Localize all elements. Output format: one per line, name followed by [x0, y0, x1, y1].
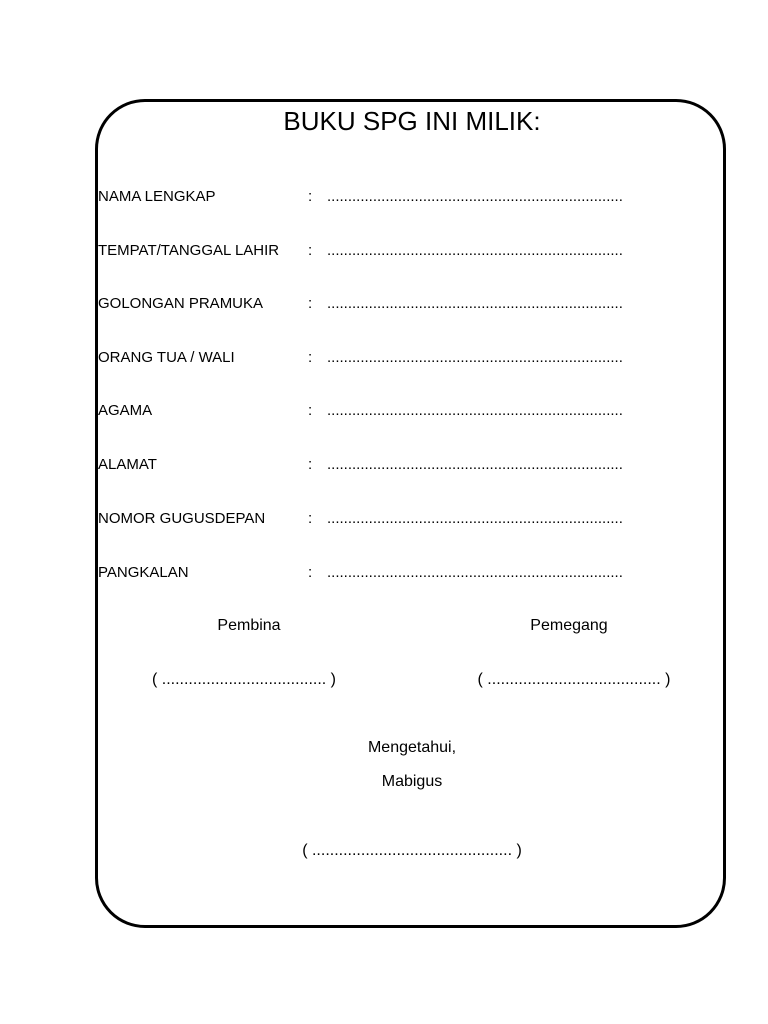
field-blank-line[interactable]: ....................................................................... — [327, 295, 623, 312]
field-colon: : — [308, 188, 313, 205]
field-colon: : — [308, 295, 313, 312]
field-label: ALAMAT — [98, 456, 157, 473]
field-colon: : — [308, 349, 313, 366]
field-colon: : — [308, 456, 313, 473]
field-blank-line[interactable]: ....................................................................... — [327, 402, 623, 419]
page-title: BUKU SPG INI MILIK: — [283, 106, 541, 136]
field-label: TEMPAT/TANGGAL LAHIR — [98, 242, 280, 259]
pemegang-label: Pemegang — [530, 617, 608, 634]
field-label: NOMOR GUGUSDEPAN — [98, 510, 266, 527]
field-blank-line[interactable]: ....................................................................... — [327, 564, 623, 581]
field-label: AGAMA — [98, 402, 153, 419]
field-colon: : — [308, 564, 313, 581]
mabigus-signature-line[interactable]: ( ............................................. ) — [302, 842, 522, 859]
mengetahui-label: Mengetahui, — [367, 739, 457, 756]
field-label: ORANG TUA / WALI — [98, 349, 235, 366]
field-blank-line[interactable]: ....................................................................... — [327, 188, 623, 205]
field-label: GOLONGAN PRAMUKA — [98, 295, 264, 312]
pembina-label: Pembina — [217, 617, 281, 634]
field-blank-line[interactable]: ....................................................................... — [327, 510, 623, 527]
field-blank-line[interactable]: ....................................................................... — [327, 349, 623, 366]
field-label: NAMA LENGKAP — [98, 188, 216, 205]
field-colon: : — [308, 242, 313, 259]
field-colon: : — [308, 402, 313, 419]
field-label: PANGKALAN — [98, 564, 189, 581]
pemegang-signature-line[interactable]: ( ....................................... ) — [477, 671, 671, 688]
pembina-signature-line[interactable]: ( ..................................... ) — [151, 671, 337, 688]
field-blank-line[interactable]: ....................................................................... — [327, 456, 623, 473]
field-colon: : — [308, 510, 313, 527]
field-blank-line[interactable]: ....................................................................... — [327, 242, 623, 259]
mabigus-label: Mabigus — [381, 773, 443, 790]
